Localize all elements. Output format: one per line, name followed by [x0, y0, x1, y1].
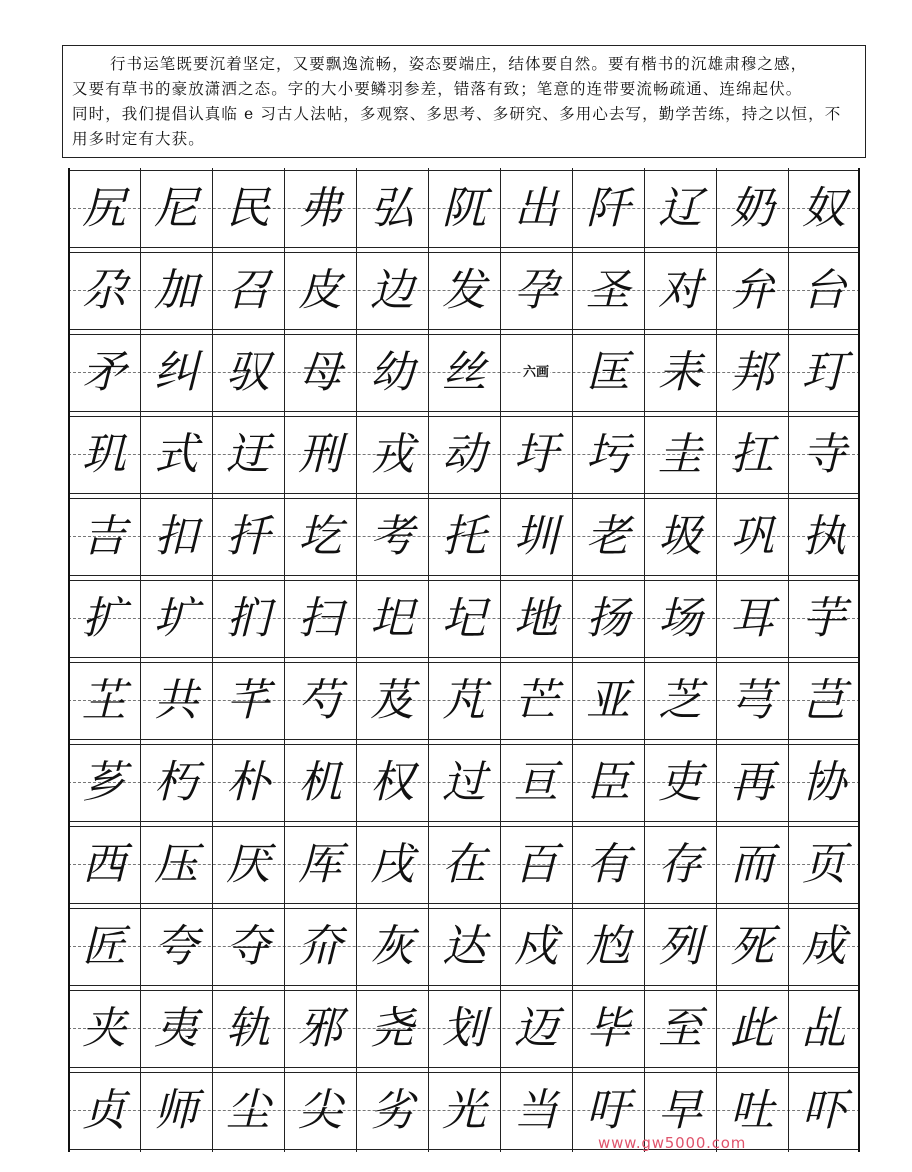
practice-character: 阡 [586, 182, 630, 234]
character-cell [572, 171, 644, 246]
character-cell [788, 1073, 860, 1148]
character-cell [68, 991, 140, 1066]
character-cell [572, 499, 644, 574]
character-cell [500, 253, 572, 328]
character-cell [572, 991, 644, 1066]
character-cell [140, 663, 212, 738]
character-cell [644, 745, 716, 820]
character-cell [68, 253, 140, 328]
character-cell [500, 1073, 572, 1148]
practice-character: 尕 [82, 264, 126, 316]
practice-character: 托 [442, 510, 486, 562]
grid-row [68, 170, 860, 248]
practice-character: 扣 [154, 510, 198, 562]
character-cell [644, 335, 716, 410]
character-cell [140, 745, 212, 820]
practice-character: 师 [154, 1084, 198, 1136]
character-cell [788, 499, 860, 574]
character-cell [644, 663, 716, 738]
grid-row [68, 826, 860, 904]
practice-character: 圬 [586, 428, 630, 480]
character-cell [68, 1073, 140, 1148]
practice-character: 厌 [226, 838, 270, 890]
practice-character: 共 [154, 674, 198, 726]
character-cell [356, 827, 428, 902]
character-cell [284, 171, 356, 246]
character-cell [140, 253, 212, 328]
character-cell [572, 253, 644, 328]
character-cell [428, 827, 500, 902]
character-cell [716, 581, 788, 656]
practice-character: 吉 [82, 510, 126, 562]
character-cell [428, 745, 500, 820]
practice-character: 在 [442, 838, 486, 890]
character-cell [140, 1073, 212, 1148]
character-cell [68, 499, 140, 574]
character-cell [140, 909, 212, 984]
character-cell [788, 909, 860, 984]
character-cell [68, 909, 140, 984]
practice-character: 纠 [154, 346, 198, 398]
character-cell [716, 909, 788, 984]
intro-text-line: 又要有草书的豪放潇洒之态。字的大小要鳞羽参差，错落有致；笔意的连带要流畅疏通、连绵起伏。 [72, 80, 803, 98]
character-cell [572, 335, 644, 410]
character-cell [284, 1073, 356, 1148]
practice-character: 页 [802, 838, 846, 890]
practice-character: 戍 [514, 920, 558, 972]
practice-character: 划 [442, 1002, 486, 1054]
practice-character: 此 [730, 1002, 774, 1054]
intro-text-line: 行书运笔既要沉着坚定，又要飘逸流畅，姿态要端庄，结体要自然。要有楷书的沉雄肃穆之感， [110, 55, 808, 73]
grid-row [68, 580, 860, 658]
practice-character: 再 [730, 756, 774, 808]
practice-character: 芒 [514, 674, 558, 726]
character-cell [284, 253, 356, 328]
character-cell [212, 253, 284, 328]
practice-character: 圹 [154, 592, 198, 644]
practice-character: 轨 [226, 1002, 270, 1054]
character-cell [212, 171, 284, 246]
practice-character: 厍 [298, 838, 342, 890]
character-cell [788, 991, 860, 1066]
practice-character: 幼 [370, 346, 414, 398]
character-cell [356, 663, 428, 738]
character-cell [788, 335, 860, 410]
character-cell [140, 827, 212, 902]
practice-character: 召 [226, 264, 270, 316]
practice-character: 尖 [298, 1084, 342, 1136]
character-cell [716, 335, 788, 410]
grid-row [68, 990, 860, 1068]
practice-character: 协 [802, 756, 846, 808]
character-cell [500, 581, 572, 656]
character-cell [572, 581, 644, 656]
character-cell [572, 663, 644, 738]
practice-character: 扬 [586, 592, 630, 644]
grid-vertical-line [140, 168, 141, 1152]
character-cell [140, 335, 212, 410]
practice-character: 孕 [514, 264, 558, 316]
character-cell [284, 991, 356, 1066]
practice-character: 奶 [730, 182, 774, 234]
practice-character: 矛 [82, 346, 126, 398]
character-cell [428, 581, 500, 656]
character-cell [212, 663, 284, 738]
practice-character: 芏 [82, 674, 126, 726]
practice-character: 扦 [226, 510, 270, 562]
character-cell [428, 909, 500, 984]
character-cell [68, 335, 140, 410]
practice-character: 动 [442, 428, 486, 480]
practice-character: 权 [370, 756, 414, 808]
practice-character: 尥 [586, 920, 630, 972]
character-cell [716, 827, 788, 902]
character-cell [716, 171, 788, 246]
practice-character: 死 [730, 920, 774, 972]
practice-character: 巩 [730, 510, 774, 562]
grid-row [68, 252, 860, 330]
character-cell [212, 991, 284, 1066]
practice-character: 辽 [658, 182, 702, 234]
character-cell [212, 909, 284, 984]
practice-character: 阢 [442, 182, 486, 234]
character-cell [644, 253, 716, 328]
practice-character: 臣 [586, 756, 630, 808]
practice-character: 成 [802, 920, 846, 972]
character-cell [68, 171, 140, 246]
practice-character: 匡 [586, 346, 630, 398]
practice-character: 列 [658, 920, 702, 972]
character-cell [788, 253, 860, 328]
intro-text-box [62, 45, 866, 158]
practice-character: 朽 [154, 756, 198, 808]
practice-character: 迈 [514, 1002, 558, 1054]
practice-character: 有 [586, 838, 630, 890]
practice-character: 弘 [370, 182, 414, 234]
practice-character: 吐 [730, 1084, 774, 1136]
character-cell [428, 417, 500, 492]
practice-character: 刑 [298, 428, 342, 480]
practice-character: 压 [154, 838, 198, 890]
character-cell [212, 499, 284, 574]
practice-character: 奴 [802, 182, 846, 234]
practice-character: 考 [370, 510, 414, 562]
character-cell [284, 745, 356, 820]
practice-character: 圪 [298, 510, 342, 562]
character-cell [212, 745, 284, 820]
character-cell [500, 663, 572, 738]
practice-character: 老 [586, 510, 630, 562]
practice-character: 芃 [442, 674, 486, 726]
practice-character: 夷 [154, 1002, 198, 1054]
stroke-count-label: 六画 [522, 365, 549, 380]
practice-character: 西 [82, 838, 126, 890]
character-cell [644, 171, 716, 246]
practice-character: 存 [658, 838, 702, 890]
character-cell [644, 909, 716, 984]
practice-character: 式 [154, 428, 198, 480]
character-cell [212, 335, 284, 410]
practice-character: 皮 [298, 264, 342, 316]
character-cell [140, 171, 212, 246]
practice-character: 过 [442, 756, 486, 808]
practice-character: 台 [802, 264, 846, 316]
character-cell [500, 745, 572, 820]
practice-character: 乩 [802, 1002, 846, 1054]
character-cell [356, 171, 428, 246]
practice-character: 芎 [730, 674, 774, 726]
practice-character: 驭 [226, 346, 270, 398]
practice-character: 圳 [514, 510, 558, 562]
grid-vertical-line [572, 168, 573, 1152]
practice-character: 玑 [82, 428, 126, 480]
practice-character: 芝 [658, 674, 702, 726]
character-cell [140, 991, 212, 1066]
character-cell [428, 171, 500, 246]
character-cell [788, 663, 860, 738]
practice-character: 弁 [730, 264, 774, 316]
character-cell [356, 909, 428, 984]
character-cell [140, 499, 212, 574]
watermark-url: www.gw5000.com [598, 1134, 747, 1152]
character-cell [572, 827, 644, 902]
character-cell [356, 1073, 428, 1148]
character-cell [716, 991, 788, 1066]
character-cell [212, 417, 284, 492]
practice-character: 亘 [514, 756, 558, 808]
practice-character: 母 [298, 346, 342, 398]
practice-character: 邪 [298, 1002, 342, 1054]
character-cell [68, 663, 140, 738]
intro-text-line: 用多时定有大获。 [72, 130, 205, 148]
character-cell [428, 663, 500, 738]
character-cell [356, 253, 428, 328]
practice-character: 民 [226, 182, 270, 234]
practice-character: 执 [802, 510, 846, 562]
character-cell [572, 745, 644, 820]
character-cell [500, 417, 572, 492]
character-cell [428, 991, 500, 1066]
practice-character: 圩 [514, 428, 558, 480]
practice-character: 芊 [226, 674, 270, 726]
practice-character: 百 [514, 838, 558, 890]
character-cell [356, 581, 428, 656]
practice-character: 尘 [226, 1084, 270, 1136]
practice-character: 圭 [658, 428, 702, 480]
practice-character: 丝 [442, 346, 486, 398]
character-cell [212, 581, 284, 656]
practice-character: 吏 [658, 756, 702, 808]
practice-character: 迂 [226, 428, 270, 480]
character-cell [284, 663, 356, 738]
practice-character: 光 [442, 1084, 486, 1136]
character-cell [284, 827, 356, 902]
character-cell [428, 335, 500, 410]
character-cell [644, 417, 716, 492]
practice-character: 地 [514, 592, 558, 644]
grid-row [68, 662, 860, 740]
grid-vertical-line [68, 168, 70, 1152]
practice-character: 尼 [154, 182, 198, 234]
character-cell [500, 335, 572, 410]
character-cell [284, 417, 356, 492]
character-cell [500, 171, 572, 246]
practice-character: 扫 [298, 592, 342, 644]
practice-character: 夹 [82, 1002, 126, 1054]
character-cell [644, 991, 716, 1066]
grid-vertical-line [428, 168, 429, 1152]
practice-character: 至 [658, 1002, 702, 1054]
grid-vertical-line [788, 168, 789, 1152]
practice-character: 夸 [154, 920, 198, 972]
practice-character: 耒 [658, 346, 702, 398]
grid-vertical-line [716, 168, 717, 1152]
character-cell [68, 417, 140, 492]
character-cell [212, 827, 284, 902]
practice-character: 扩 [82, 592, 126, 644]
character-cell [716, 417, 788, 492]
character-cell [428, 253, 500, 328]
character-cell [716, 499, 788, 574]
character-cell [140, 417, 212, 492]
grid-row [68, 334, 860, 412]
intro-text-line: 同时，我们提倡认真临 e 习古人法帖，多观察、多思考、多研究、多用心去写，勤学苦练，持之以恒，不 [72, 105, 842, 123]
practice-character: 邦 [730, 346, 774, 398]
grid-vertical-line [212, 168, 213, 1152]
practice-character: 芨 [370, 674, 414, 726]
character-cell [500, 909, 572, 984]
character-cell [428, 1073, 500, 1148]
practice-character: 扪 [226, 592, 270, 644]
character-cell [356, 335, 428, 410]
practice-character: 圮 [442, 592, 486, 644]
practice-character: 对 [658, 264, 702, 316]
practice-character: 圯 [370, 592, 414, 644]
practice-character: 寺 [802, 428, 846, 480]
practice-character: 尻 [82, 182, 126, 234]
practice-character: 戎 [370, 428, 414, 480]
practice-grid [68, 168, 860, 1152]
character-cell [788, 417, 860, 492]
character-cell [428, 499, 500, 574]
practice-character: 加 [154, 264, 198, 316]
practice-character: 场 [658, 592, 702, 644]
grid-vertical-line [858, 168, 860, 1152]
practice-character: 芍 [298, 674, 342, 726]
practice-character: 亚 [586, 674, 630, 726]
character-cell [788, 745, 860, 820]
practice-character: 圾 [658, 510, 702, 562]
grid-row [68, 908, 860, 986]
grid-row [68, 498, 860, 576]
grid-row [68, 744, 860, 822]
practice-character: 劣 [370, 1084, 414, 1136]
practice-character: 耳 [730, 592, 774, 644]
practice-character: 灰 [370, 920, 414, 972]
practice-character: 匠 [82, 920, 126, 972]
practice-character: 戌 [370, 838, 414, 890]
character-cell [500, 499, 572, 574]
practice-character: 夼 [298, 920, 342, 972]
character-cell [500, 827, 572, 902]
practice-character: 毕 [586, 1002, 630, 1054]
practice-character: 玎 [802, 346, 846, 398]
practice-character: 芗 [82, 756, 126, 808]
practice-character: 朴 [226, 756, 270, 808]
grid-row [68, 416, 860, 494]
practice-character: 尧 [370, 1002, 414, 1054]
character-cell [68, 745, 140, 820]
grid-vertical-line [644, 168, 645, 1152]
character-cell [788, 171, 860, 246]
practice-character: 早 [658, 1084, 702, 1136]
character-cell [716, 663, 788, 738]
practice-character: 而 [730, 838, 774, 890]
practice-character: 出 [514, 182, 558, 234]
character-cell [68, 827, 140, 902]
practice-character: 吁 [586, 1084, 630, 1136]
character-cell [284, 499, 356, 574]
practice-character: 吓 [802, 1084, 846, 1136]
character-cell [788, 581, 860, 656]
practice-character: 芑 [802, 674, 846, 726]
character-cell [500, 991, 572, 1066]
practice-character: 当 [514, 1084, 558, 1136]
practice-character: 达 [442, 920, 486, 972]
character-cell [356, 991, 428, 1066]
grid-vertical-line [284, 168, 285, 1152]
practice-character: 弗 [298, 182, 342, 234]
character-cell [716, 745, 788, 820]
character-cell [356, 745, 428, 820]
practice-character: 边 [370, 264, 414, 316]
character-cell [572, 417, 644, 492]
character-cell [284, 581, 356, 656]
practice-character: 发 [442, 264, 486, 316]
character-cell [716, 253, 788, 328]
character-cell [644, 499, 716, 574]
practice-character: 机 [298, 756, 342, 808]
practice-character: 夺 [226, 920, 270, 972]
grid-vertical-line [356, 168, 357, 1152]
character-cell [644, 581, 716, 656]
character-cell [140, 581, 212, 656]
practice-character: 贞 [82, 1084, 126, 1136]
character-cell [284, 909, 356, 984]
character-cell [356, 417, 428, 492]
character-cell [644, 827, 716, 902]
practice-character: 芋 [802, 592, 846, 644]
character-cell [68, 581, 140, 656]
practice-character: 扛 [730, 428, 774, 480]
character-cell [356, 499, 428, 574]
character-cell [284, 335, 356, 410]
character-cell [212, 1073, 284, 1148]
grid-vertical-line [500, 168, 501, 1152]
character-cell [572, 909, 644, 984]
practice-character: 圣 [586, 264, 630, 316]
character-cell [788, 827, 860, 902]
